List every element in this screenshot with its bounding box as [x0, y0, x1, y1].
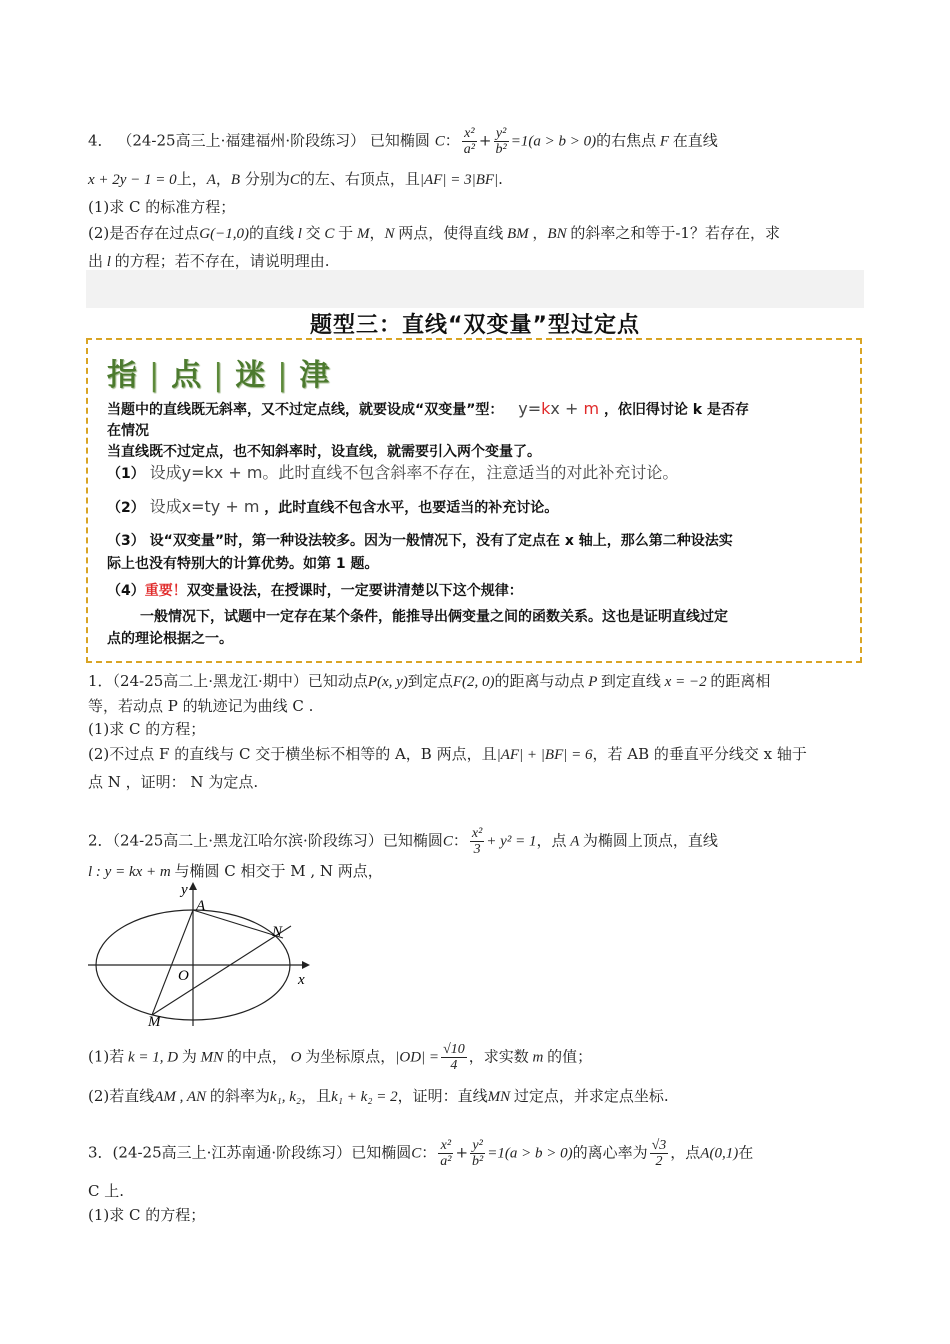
tip-item-2: （2） 设成x=ty + m ，此时直线不包含水平，也要适当的补充讨论。	[107, 497, 559, 516]
x-axis-arrow-icon	[302, 961, 310, 969]
tip-item-4: （4）重要！双变量设法，在授课时，一定要讲清楚以下这个规律：	[107, 583, 523, 599]
line-mn	[152, 926, 291, 1015]
fraction-y2-b2: $\frac{\text{y²}}{\text{b²}}$	[495, 126, 507, 157]
label-x: x	[298, 972, 305, 988]
tip-item-3: （3） 设“双变量”时，第一种设法较多。因为一般情况下，没有了定点在 x 轴上，那么第二种设法实	[107, 533, 733, 549]
tip-item-1-text: 设成y=kx + m。此时直线不包含斜率不存在，注意适当的对此补充讨论。	[149, 463, 679, 482]
problem-2-line-2: l : y = kx + m 与椭圆 C 相交于 M , N 两点，	[88, 862, 383, 880]
problem-4-q2: (2)是否存在过点G(−1,0)的直线 l 交 C 于 M，N 两点，使得直线 BM ，BN 的斜率之和等于-1？若存在，求	[88, 224, 780, 242]
math-ellipse-condition: =1(a > b > 0)	[510, 133, 597, 150]
problem-3-line-1: 3．(24-25高三上·江苏南通·阶段练习）已知椭圆C： $\frac{\text{x²}}{\text{a²}}$ + $\frac{\text{y²}}{\text{b²}}$ =1(a > b > 0)的离心率为 $\frac{√3}{2}$ ，点A(0,1)在	[88, 1138, 754, 1169]
problem-2-q1: (1)若 k = 1, D 为 MN 的中点， O 为坐标原点，|OD| = $\frac{√10}{4}$ ，求实数 m 的值；	[88, 1042, 593, 1073]
problem-4-q2-line-2: 出 l 的方程；若不存在，请说明理由.	[88, 252, 330, 270]
line-an	[193, 910, 283, 938]
problem-1-line-1: 1．（24-25高二上·黑龙江·期中）已知动点P(x, y)到定点F(2, 0)的距离与动点 P 到定直线 x = −2 的距离相	[88, 672, 771, 690]
important-label: 重要！	[144, 583, 187, 599]
ellipse-graph	[88, 878, 318, 1028]
problem-3-line-2: C 上.	[88, 1182, 125, 1200]
section-title: 题型三：直线“双变量”型过定点	[310, 313, 640, 338]
problem-source: （24-25高三上·福建福州·阶段练习）	[117, 131, 366, 150]
tip-item-2-formula: 设成x=ty + m	[149, 497, 260, 516]
fraction-sqrt10-4: $\frac{√10}{4}$	[443, 1042, 465, 1073]
math-line-equation: x + 2y − 1 = 0	[88, 172, 177, 188]
label-y: y	[181, 882, 188, 898]
math-ellipse-c: C	[434, 133, 445, 150]
line-am	[152, 910, 193, 1015]
problem-number: 4．	[88, 131, 113, 150]
tip-item-3b: 际上也没有特别大的计算优势。如第 1 题。	[107, 556, 379, 572]
fraction-y2-b2-p3: $\frac{\text{y²}}{\text{b²}}$	[472, 1138, 484, 1169]
label-m: M	[148, 1014, 161, 1028]
problem-4-line-1: 4． （24-25高三上·福建福州·阶段练习） 已知椭圆 C： $\frac{\text{x²}}{\text{a²}}$ + $\frac{\text{y²}}{\text{b²}}$ =1(a > b > 0)的右焦点 F 在直线	[88, 126, 718, 157]
problem-1-q1: (1)求 C 的方程；	[88, 720, 206, 738]
math-af-3bf: |AF| = 3|BF|	[419, 172, 499, 188]
problem-1-q2: (2)不过点 F 的直线与 C 交于横坐标不相等的 A，B 两点，且|AF| + |BF| = 6，若 AB 的垂直平分线交 x 轴于	[88, 745, 807, 763]
tip-paragraph-2: 当直线既不过定点，也不知斜率时，设直线，就需要引入两个变量了。	[107, 444, 541, 460]
problem-2-q2: (2)若直线AM , AN 的斜率为k₁, k₂，且k₁ + k₂ = 2，证明：直线MN 过定点，并求定点坐标.	[88, 1087, 669, 1105]
label-o: O	[178, 968, 189, 984]
label-a: A	[196, 898, 206, 914]
tip-item-1: （1） 设成y=kx + m。此时直线不包含斜率不存在，注意适当的对此补充讨论。	[107, 463, 679, 482]
tip-item-4c: 点的理论根据之一。	[107, 631, 233, 647]
problem-1-line-2: 等，若动点 P 的轨迹记为曲线 C .	[88, 697, 314, 715]
tip-item-4b: 一般情况下，试题中一定存在某个条件，能推导出俩变量之间的函数关系。这也是证明直线过定	[140, 609, 728, 625]
fraction-x2-3: $\frac{\text{x²}}{3}$	[471, 826, 483, 857]
tip-paragraph-1: 当题中的直线既无斜率，又不过定点线，就要设成“双变量”型： y=kx + m ，依旧得讨论 k 是否存	[107, 399, 749, 418]
problem-4-line-2: x + 2y − 1 = 0上，A，B 分别为C的左、右顶点，且|AF| = 3|BF|.	[88, 170, 503, 188]
formula-y-kx-m: y=kx + m	[518, 399, 600, 418]
grey-separator-band	[86, 270, 864, 308]
y-axis-arrow-icon	[189, 882, 197, 890]
label-n: N	[272, 924, 283, 940]
problem-4-q1: (1)求 C 的标准方程；	[88, 198, 236, 216]
math-line-l: l : y = kx + m	[88, 864, 175, 880]
tip-paragraph-1b: 在情况	[107, 423, 149, 439]
fraction-x2-a2-p3: $\frac{\text{x²}}{\text{a²}}$	[440, 1138, 452, 1169]
fraction-x2-a2: $\frac{\text{x²}}{\text{a²}}$	[463, 126, 475, 157]
problem-2-line-1: 2．（24-25高二上·黑龙江哈尔滨·阶段练习）已知椭圆C： $\frac{\text{x²}}{3}$ + y² = 1，点 A 为椭圆上顶点，直线	[88, 826, 718, 857]
problem-1-q2-line-2: 点 N ，证明： N 为定点.	[88, 773, 259, 791]
tips-header: 指 | 点 | 迷 | 津	[107, 358, 336, 393]
problem-3-q1: (1)求 C 的方程；	[88, 1206, 206, 1224]
fraction-sqrt3-2: $\frac{√3}{2}$	[651, 1138, 667, 1169]
